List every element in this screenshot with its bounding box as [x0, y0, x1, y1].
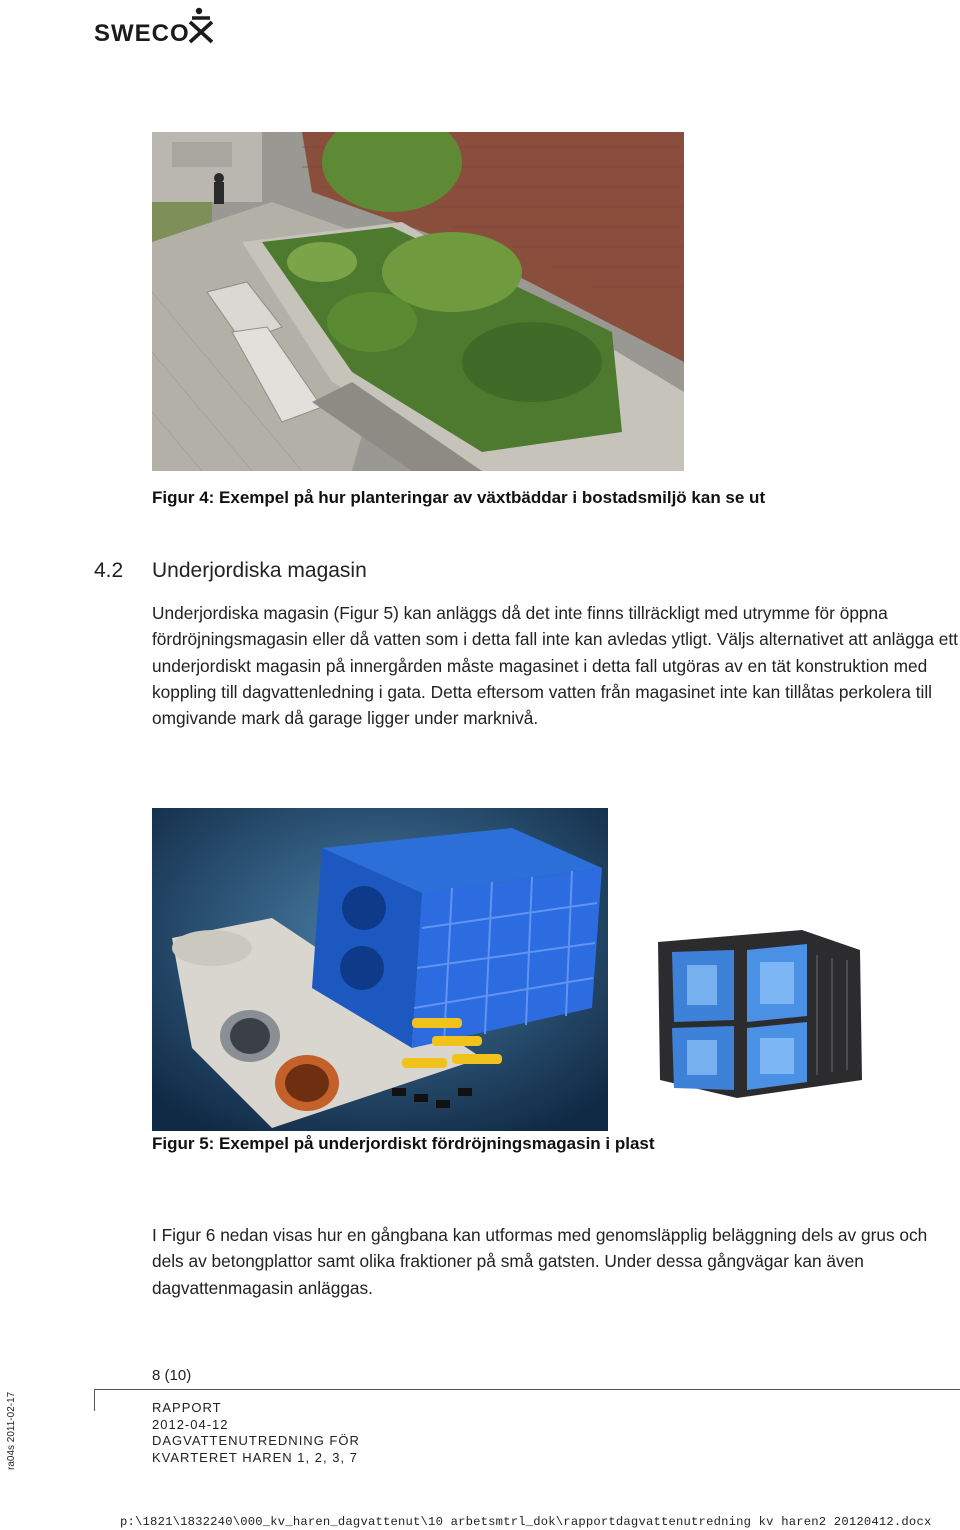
section-number: 4.2 [94, 559, 124, 582]
logo-text: SWECO [94, 20, 190, 47]
page-number: 8 (10) [152, 1367, 192, 1384]
template-stamp: ra04s 2011-02-17 [6, 1391, 17, 1470]
footer-rule-horizontal [94, 1389, 960, 1390]
figure-5-caption: Figur 5: Exempel på underjordiskt fördröjningsmagasin i plast [152, 1134, 655, 1153]
footer-date: 2012-04-12 [152, 1416, 229, 1432]
section-title: Underjordiska magasin [152, 559, 367, 582]
file-path: p:\1821\1832240\000_kv_haren_dagvattenut\10 arbetsmtrl_dok\rapportdagvattenutredning kv haren2 20120412.docx [120, 1515, 932, 1529]
body-paragraph-2: I Figur 6 nedan visas hur en gångbana kan utformas med genomsläpplig beläggning dels av grus och dels av betongplattor samt olika fraktioner på små gatsten. Under dessa gångvägar kan även dagvattenmagasin anläggas. [152, 1225, 928, 1298]
footer-rule-vertical [94, 1389, 95, 1411]
plastic-cassette-photo [652, 930, 864, 1098]
sweco-mark-icon [186, 6, 216, 44]
footer-title-line1: DAGVATTENUTREDNING FÖR [152, 1433, 360, 1448]
body-paragraph: Underjordiska magasin (Figur 5) kan anläggs då det inte finns tillräckligt med utrymme för öppna fördröjningsmagasin eller då vatten som i detta fall inte kan avledas ytligt. Väljs alternativet att anlägga ett underjordiskt magasin på innergården måste magasinet i detta fall utgöras av en tät konstruktion med koppling till dagvattenledning i gata. Detta eftersom vatten från magasinet inte kan tillåtas perkolera till omgivande mark då garage ligger under marknivå. [152, 603, 958, 729]
footer-info [152, 1400, 360, 1466]
sweco-logo [94, 6, 224, 46]
figure-4-caption: Figur 4: Exempel på hur planteringar av växtbäddar i bostadsmiljö kan se ut [152, 488, 766, 507]
plastic-storage-crates-photo [152, 808, 608, 1131]
garden-planting-photo [152, 132, 684, 471]
footer-title-line2: KVARTERET HAREN 1, 2, 3, 7 [152, 1449, 358, 1465]
footer-doc-type: RAPPORT [152, 1400, 222, 1415]
section-heading [94, 559, 367, 583]
